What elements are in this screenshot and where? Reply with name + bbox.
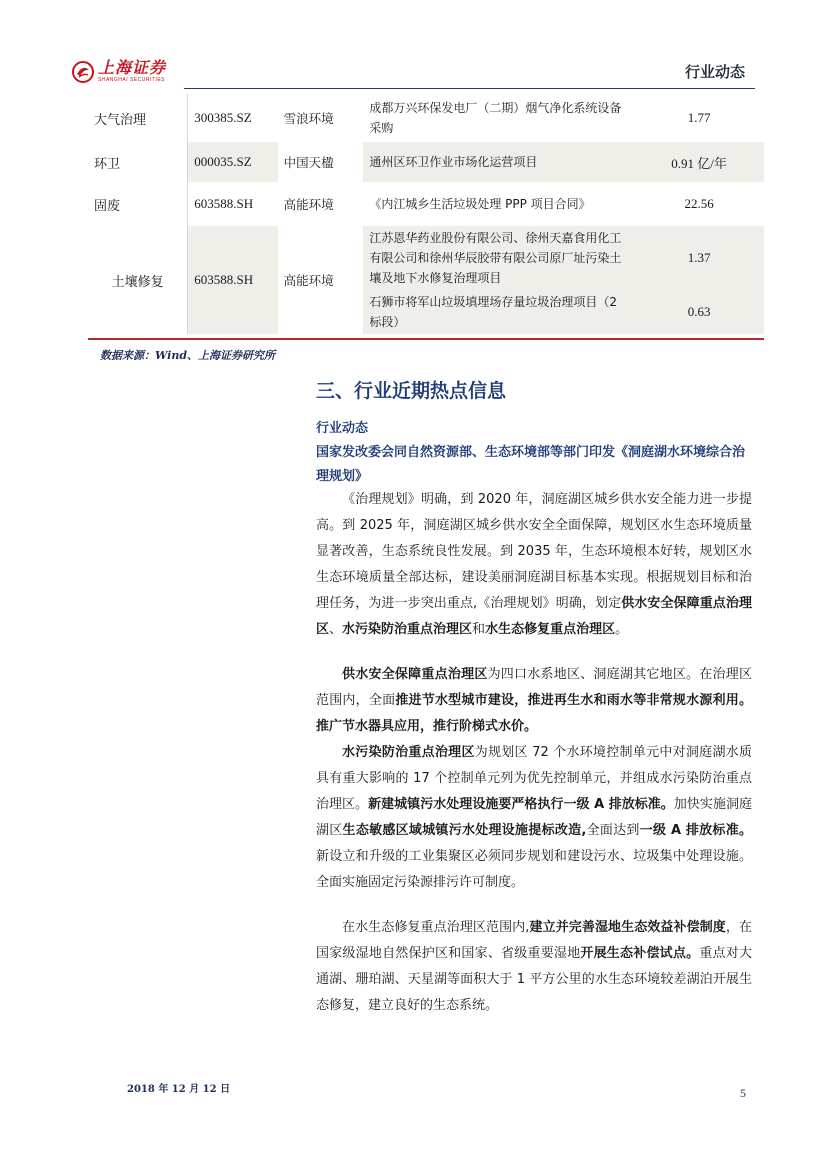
paragraph-text: ，在国家级湿地自然保护区和国家、省级重要湿地	[316, 920, 752, 961]
amount-cell: 0.63	[635, 290, 764, 334]
company-cell: 高能环境	[283, 273, 334, 288]
code-cell: 000035.SZ	[188, 142, 278, 182]
paragraph-text: 和	[472, 622, 486, 637]
header-divider	[184, 88, 755, 89]
bold-phrase: 一级 A 排放标准。	[639, 823, 752, 838]
bold-phrase: 供水安全保障重点治理区	[316, 596, 752, 637]
code-cell: 300385.SZ	[188, 94, 278, 142]
amount-cell: 22.56	[684, 196, 714, 211]
category-cell: 固废	[94, 198, 121, 214]
body-paragraph	[316, 487, 752, 643]
paragraph-text: 为四口水系地区、洞庭湖其它地区。在治理区范围内，全面	[316, 667, 752, 708]
project-cell: 成都万兴环保发电厂（二期）烟气净化系统设备采购	[369, 101, 622, 135]
news-headline: 国家发改委会同自然资源部、生态环境部等部门印发《洞庭湖水环境综合治理规划》	[316, 445, 746, 484]
body-paragraph	[316, 662, 752, 740]
amount-cell: 1.37	[635, 226, 764, 290]
body-paragraph	[316, 915, 752, 1019]
table-row	[88, 142, 764, 182]
bold-phrase: 建立并完善湿地生态效益补偿制度	[529, 920, 726, 935]
page-number: 5	[740, 1086, 746, 1100]
paragraph-text: 重点对大通湖、珊珀湖、天星湖等面积大于 1 平方公里的水生态环境较差湖泊开展生态修复，建立良好的生态系统。	[316, 946, 752, 1013]
project-cell: 石狮市将军山垃圾填埋场存量垃圾治理项目（2 标段）	[363, 290, 634, 334]
category-cell: 大气治理	[94, 112, 147, 128]
bold-phrase: 开展生态补偿试点。	[580, 946, 700, 961]
footer-date: 2018 年 12 月 12 日	[127, 1084, 231, 1095]
paragraph-text: 全面达到	[586, 823, 640, 838]
code-cell: 603588.SH	[188, 182, 278, 226]
paragraph-text: 、	[329, 622, 343, 637]
section-title: 三、行业近期热点信息	[316, 380, 507, 402]
bold-phrase: 推进节水型城市建设，推进再生水和雨水等非常规水源利用。推广节水器具应用，推行阶梯式水价。	[316, 693, 752, 734]
company-cell: 中国天楹	[283, 155, 334, 170]
logo-icon	[72, 61, 94, 83]
body-paragraph	[316, 740, 752, 896]
table-row	[88, 94, 764, 142]
bold-phrase: 新建城镇污水处理设施要严格执行一级 A 排放标准。	[368, 797, 674, 812]
paragraph-text: 《治理规划》明确，到 2020 年，洞庭湖区城乡供水安全能力进一步提高。到 2025 年，洞庭湖区城乡供水安全全面保障，规划区水生态环境质量显著改善，生态系统良性发展。到 2035 年，生态环境根本好转，规划区水生态环境质量全部达标，建设美丽洞庭湖目标基本实现。根据规划目标和治理任务，为进一步突出重点,《治理规划》明确，划定	[316, 492, 752, 611]
paragraph-text: 为规划区 72 个水环境控制单元中对洞庭湖水质具有重大影响的 17 个控制单元列为优先控制单元，并组成水污染防治重点治理区。	[316, 745, 752, 812]
bold-phrase: 生态敏感区域城镇污水处理设施提标改造,	[342, 823, 587, 838]
project-cell: 江苏恩华药业股份有限公司、徐州天嘉食用化工有限公司和徐州华辰胶带有限公司原厂址污染土壤及地下水修复治理项目	[363, 226, 634, 290]
paragraph-text: 新设立和升级的工业集聚区必须同步规划和建设污水、垃圾集中处理设施。全面实施固定污染源排污许可制度。	[316, 849, 752, 890]
bold-phrase: 供水安全保障重点治理区	[342, 667, 488, 682]
bold-phrase: 水污染防治重点治理区	[342, 622, 473, 637]
category-cell: 环卫	[94, 156, 121, 172]
paragraph-text: 在水生态修复重点治理区范围内,	[342, 920, 530, 935]
company-cell: 雪浪环境	[283, 111, 334, 126]
project-cell: 通州区环卫作业市场化运营项目	[363, 142, 634, 182]
paragraph-text: 。	[615, 622, 629, 637]
project-cell: 《内江城乡生活垃圾处理 PPP 项目合同》	[369, 197, 591, 211]
table-bottom-rule	[88, 338, 764, 340]
header-title: 行业动态	[684, 63, 745, 81]
amount-cell: 1.77	[687, 110, 711, 125]
table-source-note: 数据来源：Wind、上海证券研究所	[100, 349, 276, 362]
company-logo	[72, 60, 166, 83]
project-table	[88, 94, 764, 334]
code-cell: 603588.SH	[188, 226, 278, 334]
company-cell: 高能环境	[283, 197, 334, 212]
bold-phrase: 水生态修复重点治理区	[485, 622, 616, 637]
category-cell: 土壤修复	[111, 274, 164, 290]
table-row	[88, 226, 764, 290]
table-row	[88, 182, 764, 226]
logo-text-en: SHANGHAI SECURITIES	[98, 77, 166, 83]
subsection-label: 行业动态	[316, 421, 369, 436]
logo-text-cn: 上海证券	[98, 58, 167, 77]
bold-phrase: 水污染防治重点治理区	[342, 745, 475, 760]
paragraph-text: 加快实施洞庭湖区	[316, 797, 752, 838]
amount-cell: 0.91 亿/年	[635, 142, 764, 182]
